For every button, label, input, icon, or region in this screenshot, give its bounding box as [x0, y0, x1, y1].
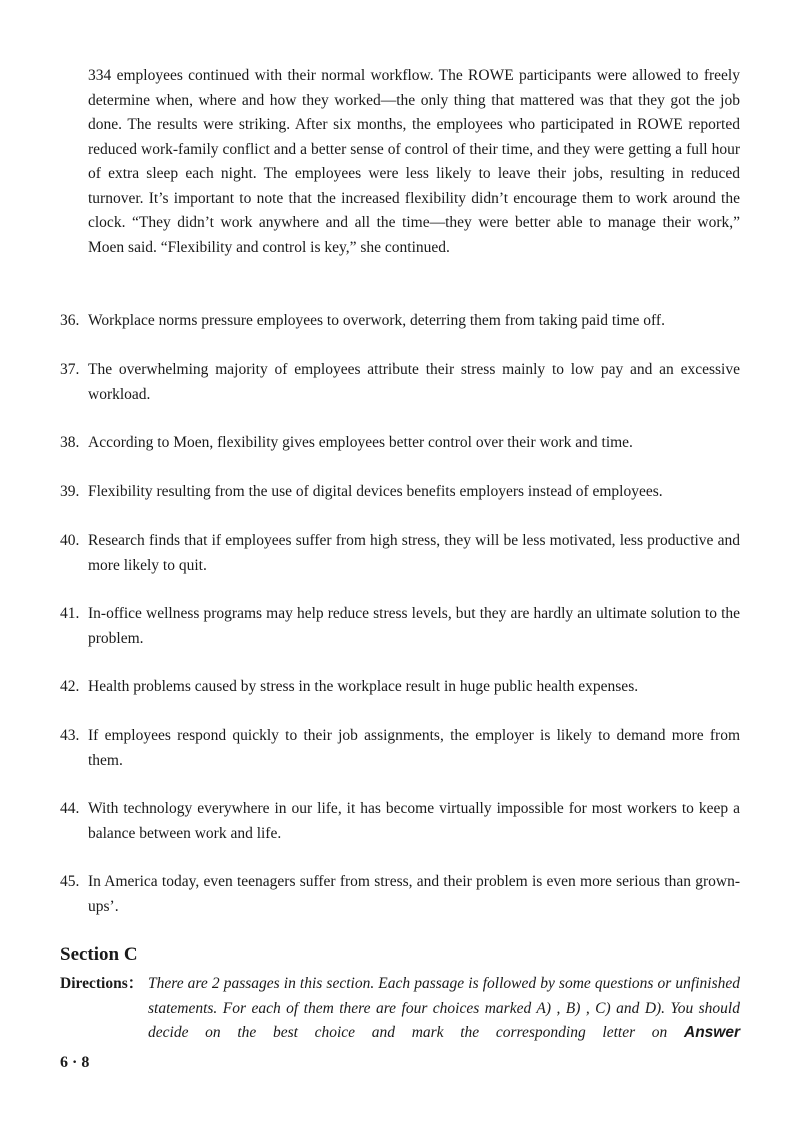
directions-text-wrap — [148, 972, 740, 1046]
directions-answer-word: Answer — [684, 1024, 741, 1041]
statement-text: In America today, even teenagers suffer from stress, and their problem is even more serious than grown-ups’. — [88, 873, 740, 915]
statement-43 — [60, 724, 740, 773]
statement-text: Research finds that if employees suffer from high stress, they will be less motivated, less productive and more likely to quit. — [88, 532, 740, 574]
directions-block — [60, 972, 740, 1046]
statement-text: According to Moen, flexibility gives employees better control over their work and time. — [88, 434, 633, 451]
statement-45 — [60, 870, 740, 919]
statement-37 — [60, 358, 740, 407]
section-title: Section C — [60, 944, 138, 965]
directions-label: Directions： — [60, 975, 144, 992]
statement-number: 38. — [60, 434, 80, 451]
directions-text: There are 2 passages in this section. Each passage is followed by some questions or unfinished statements. For each of them there are four choices marked A) , B) , C) and D). You should decide on the best choice and mark the corresponding letter on — [148, 975, 740, 1041]
statement-number: 44. — [60, 800, 80, 817]
statement-text: The overwhelming majority of employees attribute their stress mainly to low pay and an excessive workload. — [88, 361, 740, 403]
statement-number: 41. — [60, 605, 80, 622]
statement-44 — [60, 797, 740, 846]
statement-text: Health problems caused by stress in the workplace result in huge public health expenses. — [88, 678, 639, 695]
statement-text: In-office wellness programs may help reduce stress levels, but they are hardly an ultimate solution to the problem. — [88, 605, 740, 647]
passage-continuation: 334 employees continued with their normal workflow. The ROWE participants were allowed to freely determine when, where and how they worked—the only thing that mattered was that they got the job done. The results were striking. After six months, the employees who participated in ROWE reported reduced work-family conflict and a better sense of control of their time, and they were getting a full hour of extra sleep each night. The employees were less likely to leave their jobs, resulting in reduced turnover. It’s important to note that the increased flexibility didn’t encourage them to work around the clock. “They didn’t work anywhere and all the time—they were better able to manage their work,” Moen said. “Flexibility and control is key,” she continued. — [88, 67, 740, 256]
statement-38 — [60, 431, 740, 456]
statement-36 — [60, 309, 740, 334]
statement-text: Workplace norms pressure employees to overwork, deterring them from taking paid time off. — [88, 312, 665, 329]
statement-42 — [60, 675, 740, 700]
statement-number: 42. — [60, 678, 80, 695]
statement-number: 43. — [60, 727, 80, 744]
statement-number: 40. — [60, 532, 80, 549]
statement-number: 36. — [60, 312, 80, 329]
statement-number: 37. — [60, 361, 80, 378]
statement-39 — [60, 480, 740, 505]
statement-41 — [60, 602, 740, 651]
statement-number: 39. — [60, 483, 80, 500]
statement-text: Flexibility resulting from the use of digital devices benefits employers instead of employees. — [88, 483, 663, 500]
statement-text: If employees respond quickly to their job assignments, the employer is likely to demand more from them. — [88, 727, 740, 769]
statement-number: 45. — [60, 873, 80, 890]
page-number: 6 · 8 — [60, 1054, 90, 1071]
statement-40 — [60, 529, 740, 578]
statement-text: With technology everywhere in our life, it has become virtually impossible for most workers to keep a balance between work and life. — [88, 800, 740, 842]
